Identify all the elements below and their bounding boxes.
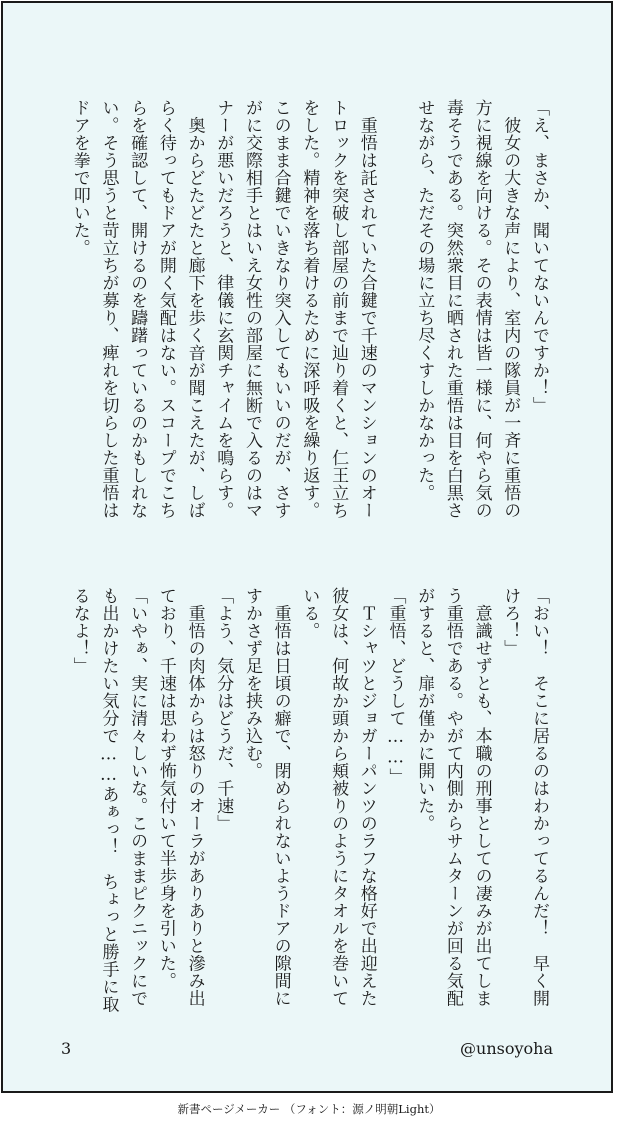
text-line: 彼女は、何故か頭から頬被りのようにタオルを巻いて bbox=[328, 587, 349, 1007]
text-line: 「重悟、どうして……」 bbox=[385, 587, 406, 786]
author-handle: @unsoyoha bbox=[460, 1039, 553, 1058]
generator-caption: 新書ページメーカー （フォント：源ノ明朝Light） bbox=[177, 1102, 441, 1116]
text-line: トロックを突破し部屋の前まで辿り着くと、仁王立ち bbox=[328, 99, 349, 519]
page-number: 3 bbox=[61, 1039, 72, 1058]
text-line: 重悟は託されていた合鍵で千速のマンションのオー bbox=[356, 99, 377, 519]
text-line: がに交際相手とはいえ女性の部屋に無断で入るのはマ bbox=[241, 99, 262, 519]
text-line: 方に視線を向ける。その表情は皆一様に、何やら気の bbox=[471, 99, 492, 519]
text-line: う重悟である。やがて内側からサムターンが回る気配 bbox=[442, 587, 463, 1007]
text-line: ドアを拳で叩いた。 bbox=[69, 99, 90, 257]
text-line: がすると、扉が僅かに開いた。 bbox=[414, 587, 435, 832]
text-line: 「いやぁ、実に清々しいな。このままピクニックにで bbox=[127, 587, 148, 1007]
text-line: をした。精神を落ち着けるために深呼吸を繰り返す。 bbox=[299, 99, 320, 519]
text-line: Ｔシャツとジョガーパンツのラフな格好で出迎えた bbox=[356, 587, 377, 1007]
text-line: らを確認して、開けるのを躊躇っているのかもしれな bbox=[127, 99, 148, 519]
text-line: せながら、ただその場に立ち尽くすしかなかった。 bbox=[414, 99, 435, 502]
text-line: すかさず足を挟み込む。 bbox=[241, 587, 262, 780]
book-page bbox=[1, 1, 613, 1093]
text-line: ており、千速は思わず怖気付いて半歩身を引いた。 bbox=[155, 587, 176, 990]
lower-text-block bbox=[65, 587, 553, 1019]
text-line: このまま合鍵でいきなり突入してもいいのだが、さす bbox=[270, 99, 291, 519]
text-line: いる。 bbox=[299, 587, 320, 640]
text-line: らく待ってもドアが開く気配はない。スコープでこち bbox=[155, 99, 176, 519]
text-line: るなよ！」 bbox=[69, 587, 90, 675]
upper-text-block bbox=[65, 99, 553, 531]
text-line: ナーが悪いだろうと、律儀に玄関チャイムを鳴らす。 bbox=[213, 99, 234, 519]
text-line: 奥からどたどたと廊下を歩く音が聞こえたが、しば bbox=[184, 99, 205, 519]
text-line: い。そう思うと苛立ちが募り、痺れを切らした重悟は bbox=[98, 99, 119, 519]
text-line bbox=[381, 99, 410, 531]
text-line: 「おい！ そこに居るのはわかってるんだ！ 早く開 bbox=[529, 587, 549, 1007]
text-line: 「よう、気分はどうだ、千速」 bbox=[213, 587, 234, 832]
text-line: も出かけたい気分で……あぁっ！ ちょっと勝手に取 bbox=[98, 587, 119, 1013]
text-line: 「え、まさか、聞いてないんですか！」 bbox=[529, 99, 549, 414]
text-line: けろ！」 bbox=[500, 587, 521, 657]
text-line: 重悟の肉体からは怒りのオーラがありありと滲み出 bbox=[184, 587, 205, 1007]
text-line: 意識せずとも、本職の刑事としての凄みが出てしま bbox=[471, 587, 492, 1007]
text-line: 彼女の大きな声により、室内の隊員が一斉に重悟の bbox=[500, 99, 521, 519]
text-line: 毒そうである。突然衆目に晒された重悟は目を白黒さ bbox=[442, 99, 463, 519]
text-line: 重悟は日頃の癖で、閉められないようドアの隙間に bbox=[270, 587, 291, 1007]
